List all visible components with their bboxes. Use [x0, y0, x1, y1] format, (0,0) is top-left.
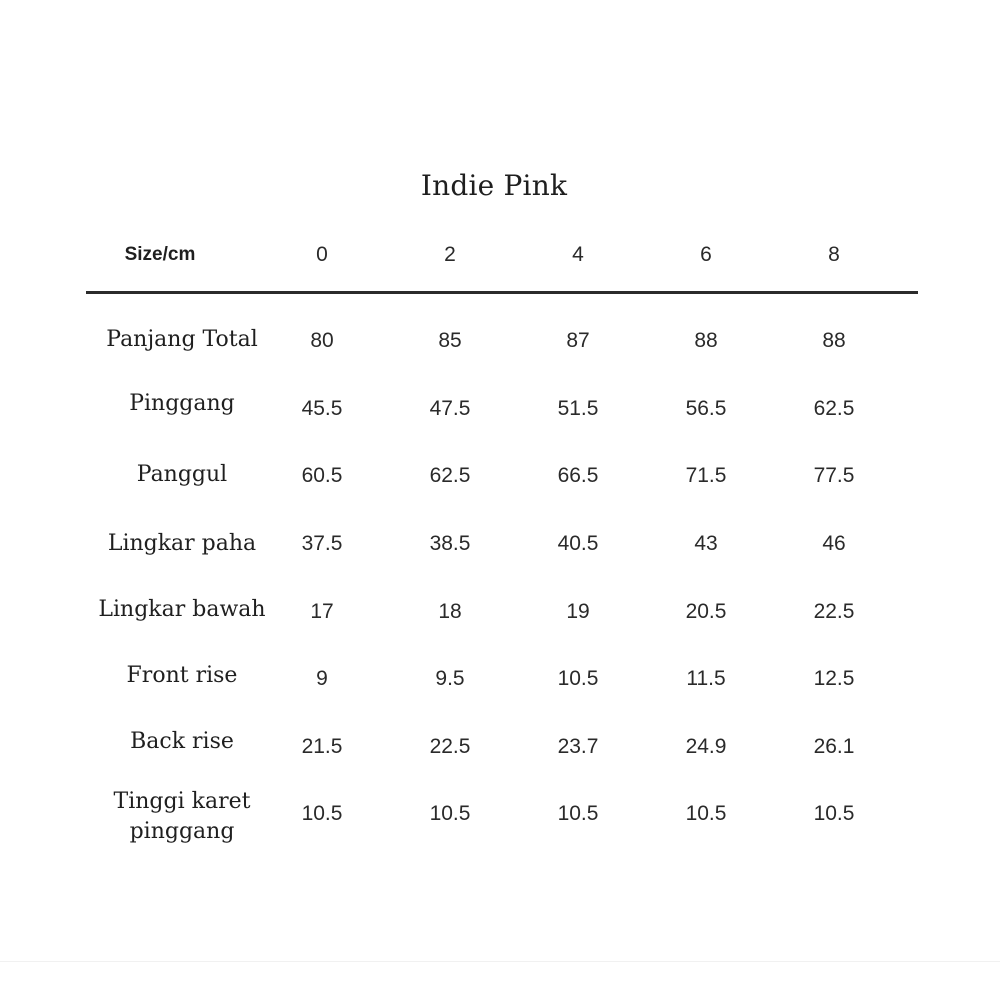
table-cell: 18 [438, 600, 462, 623]
table-cell: 10.5 [429, 802, 471, 825]
row-label: Tinggi karet pinggang [113, 789, 251, 844]
table-cell: 20.5 [685, 600, 727, 623]
table-cell: 51.5 [557, 397, 599, 420]
table-cell: 10.5 [813, 802, 855, 825]
table-cell: 62.5 [813, 397, 855, 420]
table-cell: 87 [566, 329, 590, 352]
table-cell: 23.7 [557, 735, 599, 758]
table-cell: 9.5 [435, 667, 465, 690]
row-label: Pinggang [129, 391, 235, 416]
table-cell: 37.5 [301, 532, 343, 555]
header-size-6: 6 [700, 243, 712, 266]
table-cell: 88 [694, 329, 718, 352]
header-size-8: 8 [828, 243, 840, 266]
header-size-4: 4 [572, 243, 584, 266]
table-cell: 17 [310, 600, 334, 623]
table-cell: 19 [566, 600, 590, 623]
row-label: Panggul [136, 462, 228, 487]
table-cell: 21.5 [301, 735, 343, 758]
table-cell: 26.1 [813, 735, 855, 758]
table-cell: 60.5 [301, 464, 343, 487]
table-cell: 66.5 [557, 464, 599, 487]
table-cell: 12.5 [813, 667, 855, 690]
row-label: Front rise [126, 663, 238, 688]
table-cell: 10.5 [557, 667, 599, 690]
table-cell: 77.5 [813, 464, 855, 487]
header-size-0: 0 [316, 243, 328, 266]
table-cell: 10.5 [557, 802, 599, 825]
table-cell: 22.5 [813, 600, 855, 623]
table-cell: 11.5 [686, 667, 726, 690]
header-label: Size/cm [124, 244, 196, 265]
header-divider [86, 291, 918, 294]
table-cell: 10.5 [685, 802, 727, 825]
row-label: Lingkar paha [107, 531, 257, 556]
table-cell: 85 [438, 329, 462, 352]
table-cell: 9 [316, 667, 328, 690]
table-cell: 22.5 [429, 735, 471, 758]
row-label: Back rise [130, 729, 234, 754]
table-cell: 43 [694, 532, 718, 555]
table-cell: 62.5 [429, 464, 471, 487]
table-cell: 24.9 [685, 735, 727, 758]
header-size-2: 2 [444, 243, 456, 266]
table-cell: 40.5 [557, 532, 599, 555]
table-cell: 71.5 [685, 464, 727, 487]
bottom-divider [0, 961, 1000, 962]
table-cell: 47.5 [429, 397, 471, 420]
table-cell: 88 [822, 329, 846, 352]
table-cell: 45.5 [301, 397, 343, 420]
table-cell: 10.5 [301, 802, 343, 825]
row-label: Lingkar bawah [98, 597, 266, 622]
row-label: Panjang Total [106, 327, 258, 352]
chart-title: Indie Pink [420, 169, 568, 202]
table-cell: 46 [822, 532, 846, 555]
table-cell: 56.5 [685, 397, 727, 420]
table-cell: 80 [310, 329, 334, 352]
table-cell: 38.5 [429, 532, 471, 555]
